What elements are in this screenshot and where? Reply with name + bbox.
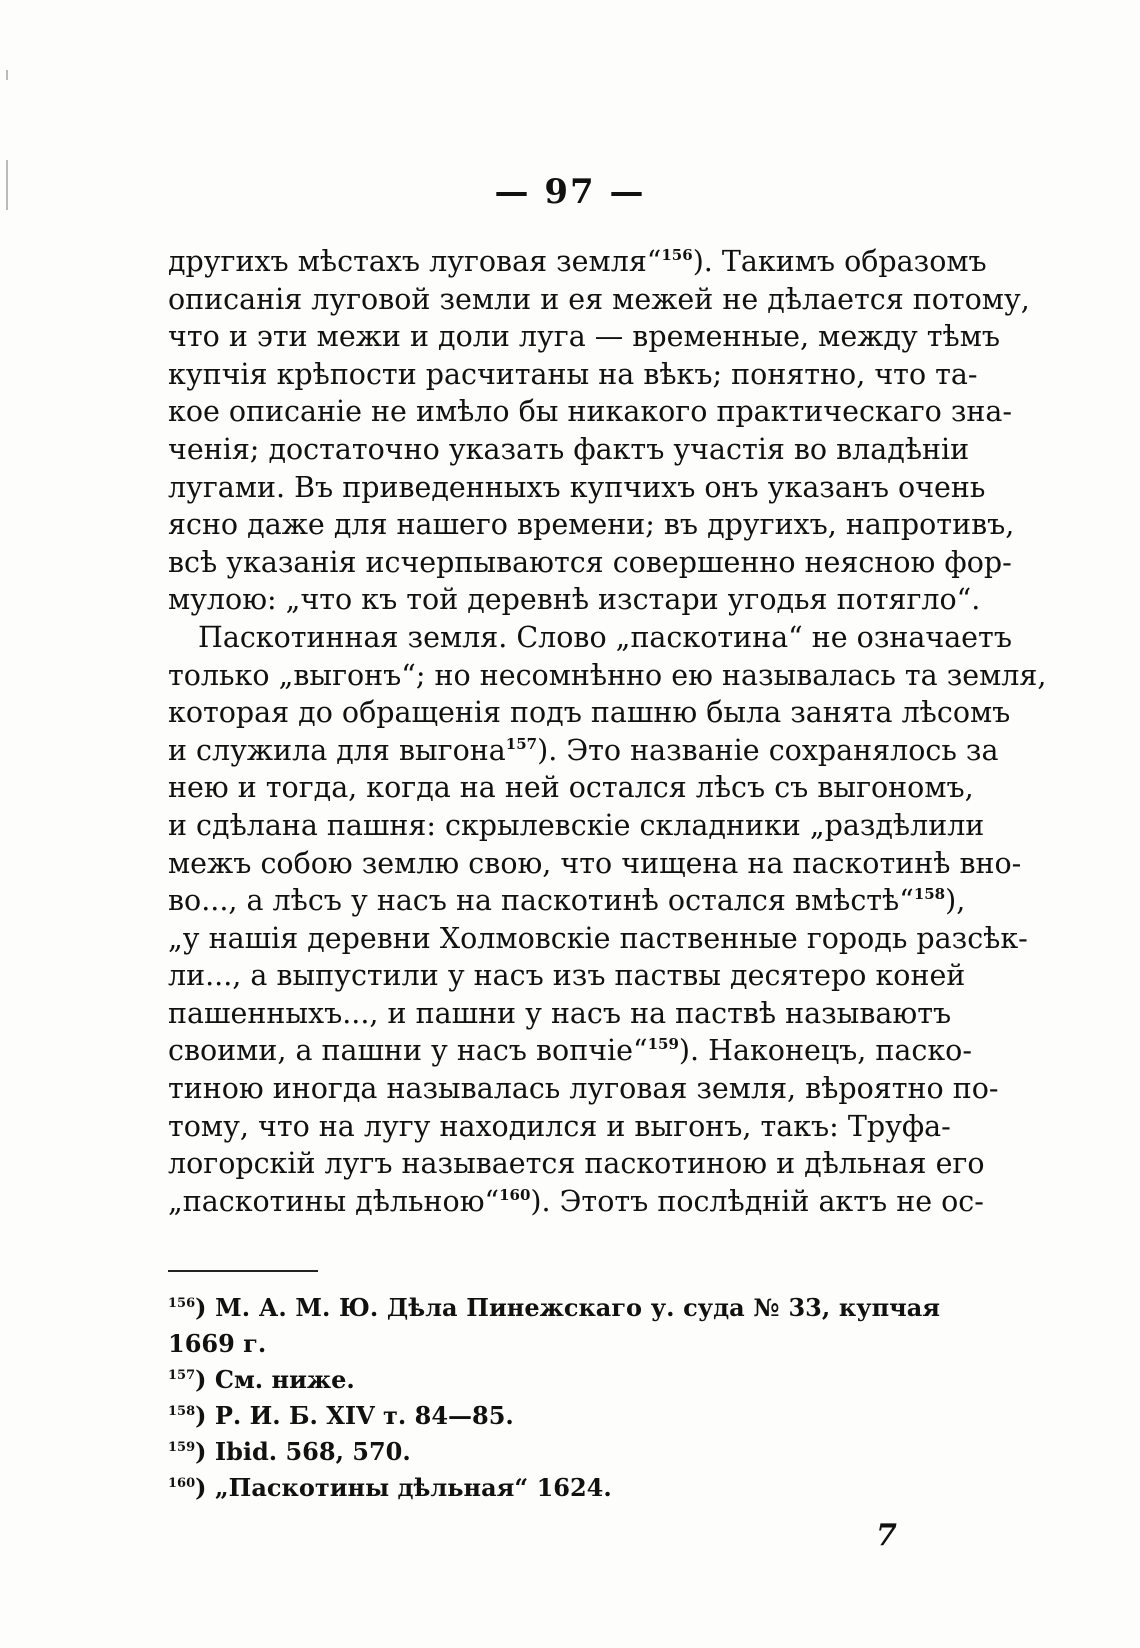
text-line: логорскій лугъ называется паскотиною и дѣльная его xyxy=(168,1147,985,1181)
footnote: $^{158}$) Р. И. Б. XIV т. 84—85. xyxy=(168,1401,514,1430)
text-line: „у нашія деревни Холмовскіе паственные городь разсѣк- xyxy=(168,921,1028,955)
footnote: $^{157}$) См. ниже. xyxy=(168,1365,355,1394)
text-line: которая до обращенія подъ пашню была занята лѣсомъ xyxy=(168,696,1011,730)
footnote-number: 156 xyxy=(168,1296,196,1311)
text-line: „паскотины дѣльною“$^{160}$). Этотъ послѣдній актъ не ос- xyxy=(168,1184,984,1218)
text-line: лугами. Въ приведенныхъ купчихъ онъ указанъ очень xyxy=(168,470,986,504)
text-line: другихъ мѣстахъ луговая земля“$^{156}$). Такимъ образомъ xyxy=(168,245,987,278)
footnote: $^{156}$) М. А. М. Ю. Дѣла Пинежскаго у. суда № 33, купчая xyxy=(168,1293,940,1322)
text-line: кое описаніе не имѣло бы никакого практическаго зна- xyxy=(168,395,1013,429)
text-line: ченія; достаточно указать фактъ участія во владѣніи xyxy=(168,432,970,466)
footnote-number: 160 xyxy=(168,1476,196,1491)
footnote-ref: 159 xyxy=(647,1035,679,1054)
page-number-header: — 97 — xyxy=(494,172,646,212)
text-line: тому, что на лугу находился и выгонъ, такъ: Труфа- xyxy=(168,1109,951,1143)
text-line: всѣ указанія исчерпываются совершенно неясною фор- xyxy=(168,545,1012,579)
text-line: ли..., а выпустили у насъ изъ паствы десятеро коней xyxy=(168,959,966,993)
text-line: только „выгонъ“; но несомнѣнно ею называлась та земля, xyxy=(168,658,1047,692)
text-line: мулою: „что къ той деревнѣ изстари угодья потягло“. xyxy=(168,583,981,617)
text-line: что и эти межи и доли луга — временные, между тѣмъ xyxy=(168,320,1001,354)
footnote: 1669 г. xyxy=(168,1329,267,1358)
text-line: во..., а лѣсъ у насъ на паскотинѣ остался вмѣстѣ“$^{158}$), xyxy=(168,884,966,918)
footnote-number: 159 xyxy=(168,1440,196,1455)
text-line: и служила для выгона$^{157}$). Это названіе сохранялось за xyxy=(168,733,999,767)
text-line: купчія крѣпости расчитаны на вѣкъ; понятно, что та- xyxy=(168,357,978,391)
footnote-ref: 156 xyxy=(661,246,693,264)
text-line: ясно даже для нашего времени; въ другихъ, напротивъ, xyxy=(168,508,1015,542)
footnote-ref: 158 xyxy=(913,885,946,904)
text-line: и сдѣлана пашня: скрылевскіе складники „раздѣлили xyxy=(168,808,985,842)
text-line: Паскотинная земля. Слово „паскотина“ не означаетъ xyxy=(198,620,1012,654)
footnote: $^{159}$) Ibid. 568, 570. xyxy=(168,1437,411,1466)
footnotes xyxy=(168,1290,940,1506)
text-line: нею и тогда, когда на ней остался лѣсъ съ выгономъ, xyxy=(168,771,974,805)
text-line: межъ собою землю свою, что чищена на паскотинѣ вно- xyxy=(168,846,1022,880)
signature-mark: 7 xyxy=(876,1518,897,1553)
scan-edge-mark xyxy=(6,70,8,80)
footnote-ref: 160 xyxy=(499,1185,531,1204)
text-line: пашенныхъ..., и пашни у насъ на паствѣ называютъ xyxy=(168,996,952,1030)
text-line: описанія луговой земли и ея межей не дѣлается потому, xyxy=(168,282,1030,316)
footnote-number: 157 xyxy=(168,1368,196,1383)
footnote: $^{160}$) „Паскотины дѣльная“ 1624. xyxy=(168,1473,612,1502)
body-text xyxy=(168,243,1047,1220)
footnote-number: 158 xyxy=(168,1404,196,1419)
text-line: своими, а пашни у насъ вопчіе“$^{159}$). Наконецъ, паско- xyxy=(168,1034,972,1068)
text-line: тиною иногда называлась луговая земля, вѣроятно по- xyxy=(168,1072,999,1106)
footnote-separator xyxy=(168,1270,318,1272)
footnote-ref: 157 xyxy=(505,734,538,753)
